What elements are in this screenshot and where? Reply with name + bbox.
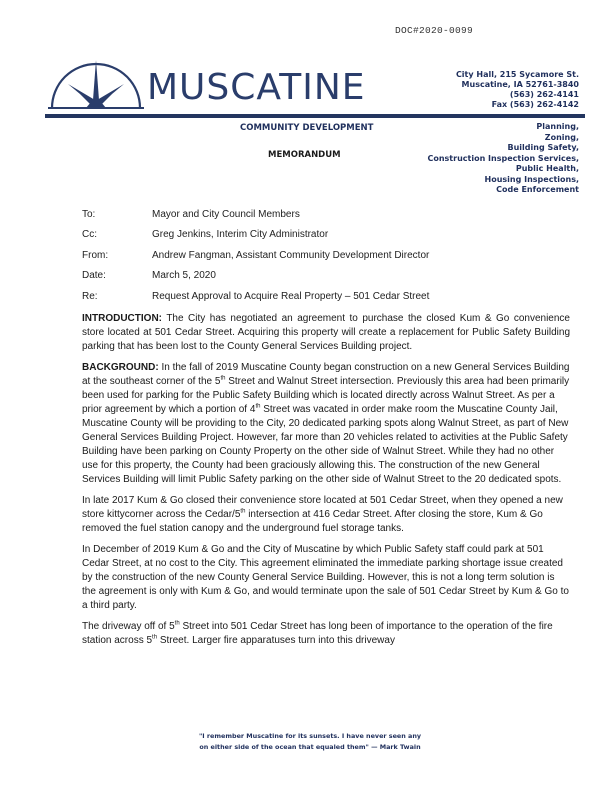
memo-cc-row <box>82 225 429 246</box>
date-label: Date: <box>82 270 106 282</box>
service-item: Planning, <box>536 122 579 131</box>
address-line: Muscatine, IA 52761-3840 <box>461 80 579 89</box>
quote-line: "I remember Muscatine for its sunsets. I have never seen any <box>198 732 422 740</box>
services-list <box>427 122 579 196</box>
re-label: Re: <box>82 290 98 302</box>
cc-label: Cc: <box>82 229 97 241</box>
muscatine-sunburst-logo-icon <box>48 60 144 110</box>
phone-line: (563) 262-4141 <box>509 90 579 99</box>
department-name: COMMUNITY DEVELOPMENT <box>240 123 374 133</box>
store-closure-paragraph: In late 2017 Kum & Go closed their convenience store located at 501 Cedar Street, when they opened a new store kittycorner across the Cedar/5th intersection at 416 Cedar Street. After closing the store, Kum & Go removed the fuel station canopy and the underground fuel storage tanks. <box>82 495 563 534</box>
from-label: From: <box>82 249 109 261</box>
memo-date-row <box>82 266 429 287</box>
document-number: DOC#2020-0099 <box>395 25 474 36</box>
to-value: Mayor and City Council Members <box>152 208 300 220</box>
brand-wordmark: MUSCATINE <box>147 67 366 108</box>
service-item: Building Safety, <box>507 143 579 152</box>
fax-line: Fax (563) 262-4142 <box>491 100 579 109</box>
cc-value: Greg Jenkins, Interim City Administrator <box>152 229 329 241</box>
city-hall-address <box>456 70 579 110</box>
re-value: Request Approval to Acquire Real Property – 501 Cedar Street <box>152 290 430 302</box>
memo-header-block <box>82 204 429 307</box>
service-item: Public Health, <box>515 164 579 173</box>
address-line: City Hall, 215 Sycamore St. <box>455 70 579 79</box>
to-label: To: <box>82 208 96 220</box>
quote-line: on either side of the ocean that equaled them" — Mark Twain <box>199 743 421 751</box>
memo-body <box>82 312 570 655</box>
introduction-paragraph: INTRODUCTION: The City has negotiated an agreement to purchase the closed Kum & Go convenience store located at 501 Cedar Street. Acquiring this property will create a replacement for Public Safety Building parking that has been lost to the County General Services Building project. <box>82 313 570 352</box>
background-paragraph: BACKGROUND: In the fall of 2019 Muscatine County began construction on a new General Services Building at the southeast corner of the 5th Street and Walnut Street intersection. Previously this area had been primarily been used for parking for the Public Safety Building which is located directly across Walnut Street. As per a prior agreement by which a portion of 4th Street was vacated in order make room the Muscatine County Jail, Muscatine County will be providing to the City, 20 dedicated parking spots along Walnut Street, as part of New General Services Building Project. However, far more than 20 vehicles related to activities at the Public Safety Building have been parking on County Property on the other side of Walnut Street. While they had no other use for this property, the County had been graciously allowing this. The construction of the new General Services Building will limit Public Safety parking on the other side of Walnut Street to the 20 dedicated spots. <box>82 362 570 485</box>
agreement-paragraph: In December of 2019 Kum & Go and the City of Muscatine by which Public Safety staff could park at 501 Cedar Street, at no cost to the City. This agreement eliminated the immediate parking shortage issue created by the construction of the new County General Service Building. However, this is not a long term solution is the agreement is only with Kum & Go, and would terminate upon the sale of 501 Cedar Street by Kum & Go to a third party. <box>82 544 569 611</box>
date-value: March 5, 2020 <box>152 270 216 282</box>
service-item: Housing Inspections, <box>484 174 579 184</box>
driveway-paragraph: The driveway off of 5th Street into 501 Cedar Street has long been of importance to the operation of the fire station across 5th Street. Larger fire apparatuses turn into this driveway <box>82 620 553 646</box>
service-item: Code Enforcement <box>496 185 579 194</box>
introduction-heading: INTRODUCTION: <box>82 313 162 324</box>
letterhead-divider <box>45 114 585 118</box>
memo-from-row <box>82 245 429 266</box>
service-item: Zoning, <box>544 132 579 142</box>
memo-re-row <box>82 286 429 307</box>
memo-to-row <box>82 204 429 225</box>
from-value: Andrew Fangman, Assistant Community Development Director <box>152 249 430 261</box>
footer-quote <box>150 731 470 753</box>
document-type: MEMORANDUM <box>268 150 341 160</box>
background-heading: BACKGROUND: <box>82 362 159 373</box>
service-item: Construction Inspection Services, <box>427 153 579 163</box>
